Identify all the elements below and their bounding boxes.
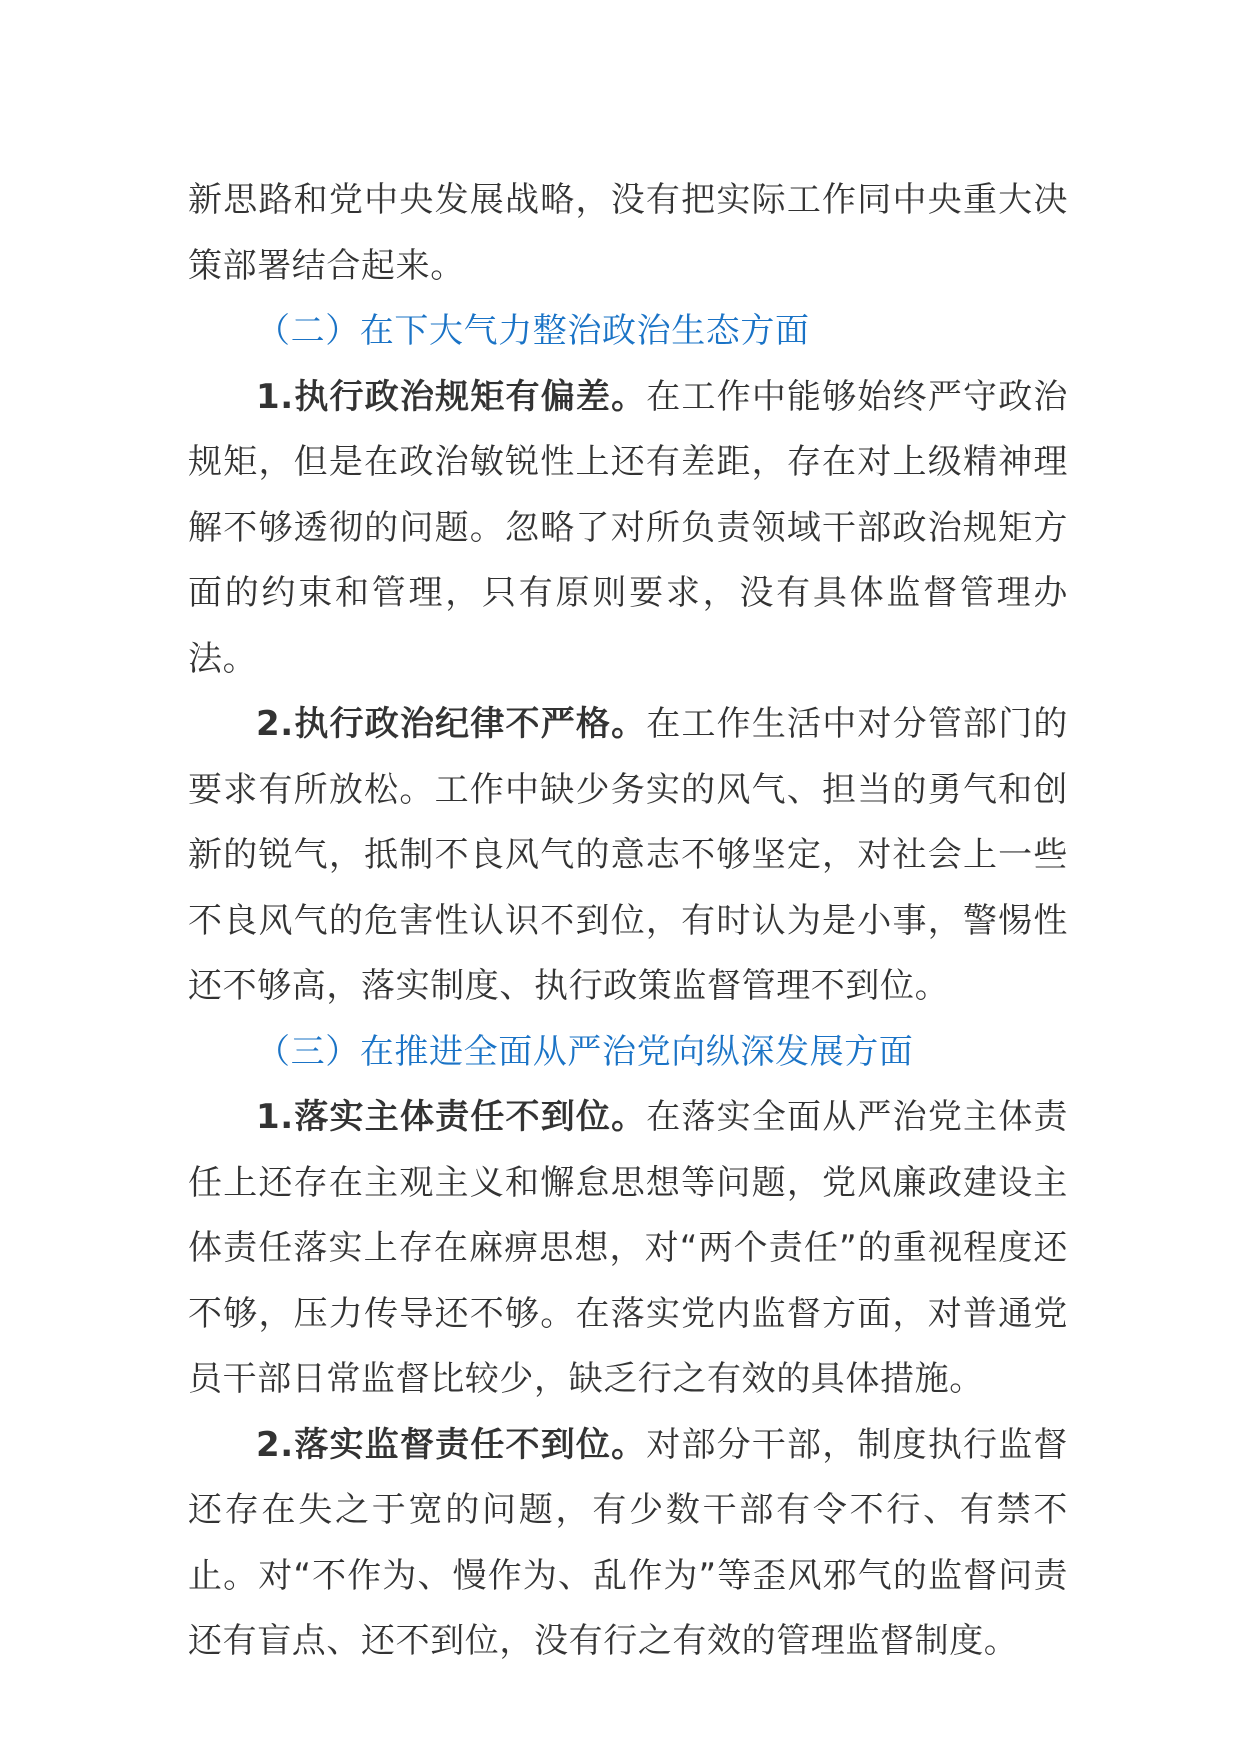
paragraph-lead: 2.落实监督责任不到位。 (256, 1424, 647, 1465)
paragraph-text: 新思路和党中央发展战略，没有把实际工作同中央重大决策部署结合起来。 (188, 180, 1068, 286)
paragraph-item (188, 692, 1068, 1020)
paragraph-text: 在工作中能够始终严守政治规矩，但是在政治敏锐性上还有差距，存在对上级精神理解不够透彻的问题。忽略了对所负责领域干部政治规矩方面的约束和管理，只有原则要求，没有具体监督管理办法。 (188, 376, 1068, 679)
paragraph-lead: 2.执行政治纪律不严格。 (256, 704, 647, 744)
paragraph-continuation (188, 168, 1068, 299)
paragraph-item (188, 1085, 1068, 1413)
section-heading-3 (188, 1020, 1068, 1086)
document-body (188, 168, 1068, 1675)
paragraph-text: 对部分干部，制度执行监督还存在失之于宽的问题，有少数干部有令不行、有禁不止。对“不作为、慢作为、乱作为”等歪风邪气的监督问责还有盲点、还不到位，没有行之有效的管理监督制度。 (188, 1424, 1068, 1661)
paragraph-item (188, 1413, 1068, 1675)
section-heading-text: （二）在下大气力整治政治生态方面 (256, 311, 810, 351)
section-heading-text: （三）在推进全面从严治党向纵深发展方面 (256, 1031, 914, 1072)
paragraph-lead: 1.落实主体责任不到位。 (256, 1097, 647, 1137)
paragraph-text: 在落实全面从严治党主体责任上还存在主观主义和懈怠思想等问题，党风廉政建设主体责任落实上存在麻痹思想，对“两个责任”的重视程度还不够，压力传导还不够。在落实党内监督方面，对普通党员干部日常监督比较少，缺乏行之有效的具体措施。 (188, 1097, 1068, 1399)
paragraph-lead: 1.执行政治规矩有偏差。 (256, 376, 647, 417)
section-heading-2 (188, 299, 1068, 365)
paragraph-text: 在工作生活中对分管部门的要求有所放松。工作中缺少务实的风气、担当的勇气和创新的锐气，抵制不良风气的意志不够坚定，对社会上一些不良风气的危害性认识不到位，有时认为是小事，警惕性还不够高，落实制度、执行政策监督管理不到位。 (188, 704, 1068, 1006)
paragraph-item (188, 365, 1068, 693)
